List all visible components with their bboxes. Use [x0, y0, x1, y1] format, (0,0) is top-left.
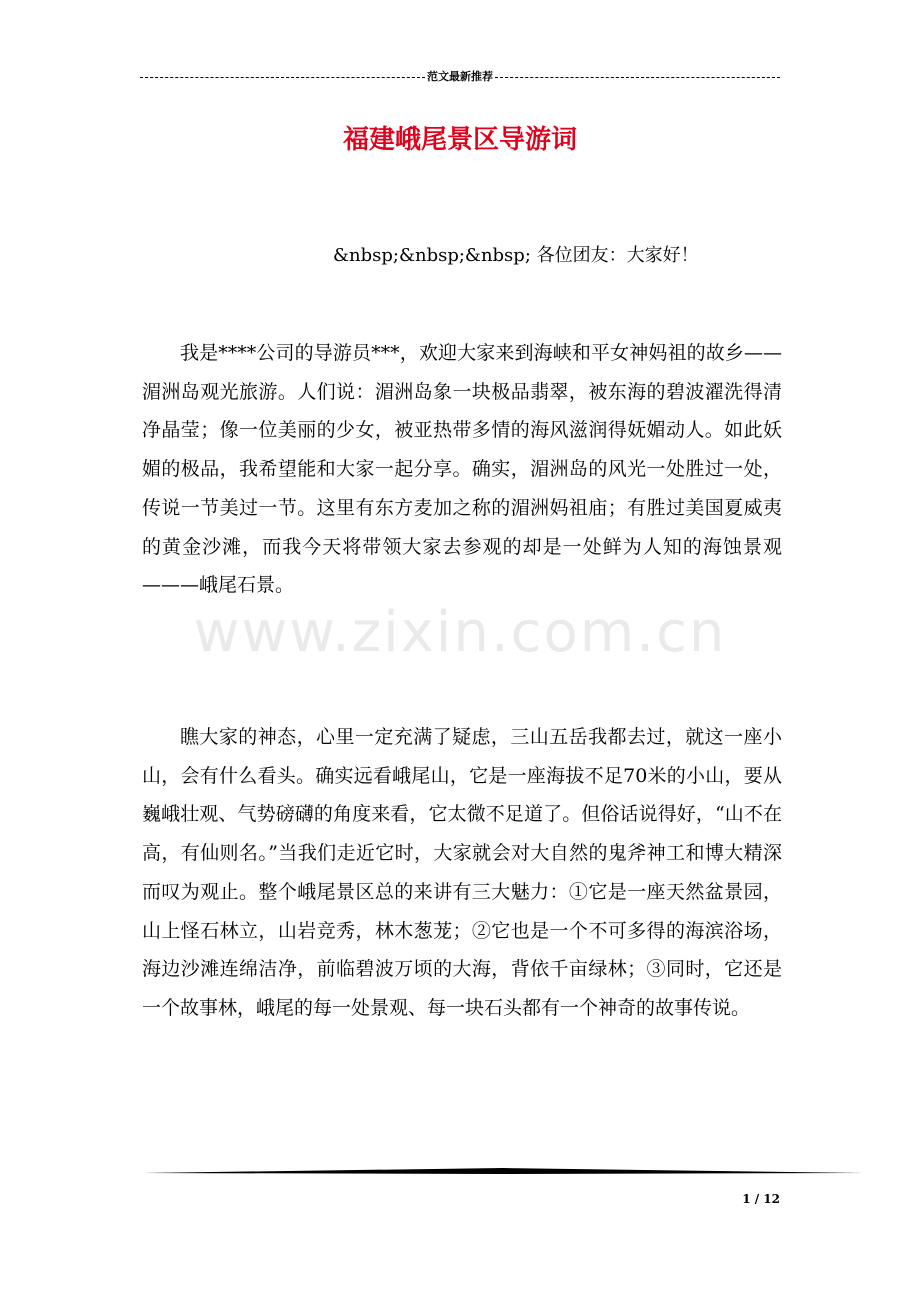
header-dash-left	[140, 77, 425, 78]
header-label: 范文最新推荐	[427, 70, 493, 83]
paragraph-2: 瞧大家的神态，心里一定充满了疑虑，三山五岳我都去过，就这一座小山，会有什么看头。确实远看峨尾山，它是一座海拔不足70米的小山，要从巍峨壮观、气势磅礴的角度来看，它太微不足道了。但俗话说得好，“山不在高，有仙则名。”当我们走近它时，大家就会对大自然的鬼斧神工和博大精深而叹为观止。整个峨尾景区总的来讲有三大魅力：①它是一座天然盆景园，山上怪石林立，山岩竞秀，林木葱茏；②它也是一个不可多得的海滨浴场，海边沙滩连绵洁净，前临碧波万顷的大海，背依千亩绿林；③同时，它还是一个故事林，峨尾的每一处景观、每一块石头都有一个神奇的故事传说。	[142, 726, 782, 1019]
page-header	[140, 68, 780, 86]
header-dash-right	[495, 77, 780, 78]
greeting-line: &nbsp;&nbsp;&nbsp; 各位团友：大家好！	[333, 245, 699, 266]
page-number: 1 / 12	[742, 1192, 780, 1206]
footer-rule	[142, 1168, 864, 1174]
paragraph-1: 我是****公司的导游员***，欢迎大家来到海峡和平女神妈祖的故乡——湄洲岛观光旅游。人们说：湄洲岛象一块极品翡翠，被东海的碧波濯洗得清净晶莹；像一位美丽的少女，被亚热带多情的海风滋润得妩媚动人。如此妖媚的极品，我希望能和大家一起分享。确实，湄洲岛的风光一处胜过一处，传说一节美过一节。这里有东方麦加之称的湄洲妈祖庙；有胜过美国夏威夷的黄金沙滩，而我今天将带领大家去参观的却是一处鲜为人知的海蚀景观———峨尾石景。	[142, 342, 782, 597]
document-title: 福建峨尾景区导游词	[342, 125, 577, 155]
watermark: www.zixin.com.cn	[193, 600, 727, 665]
